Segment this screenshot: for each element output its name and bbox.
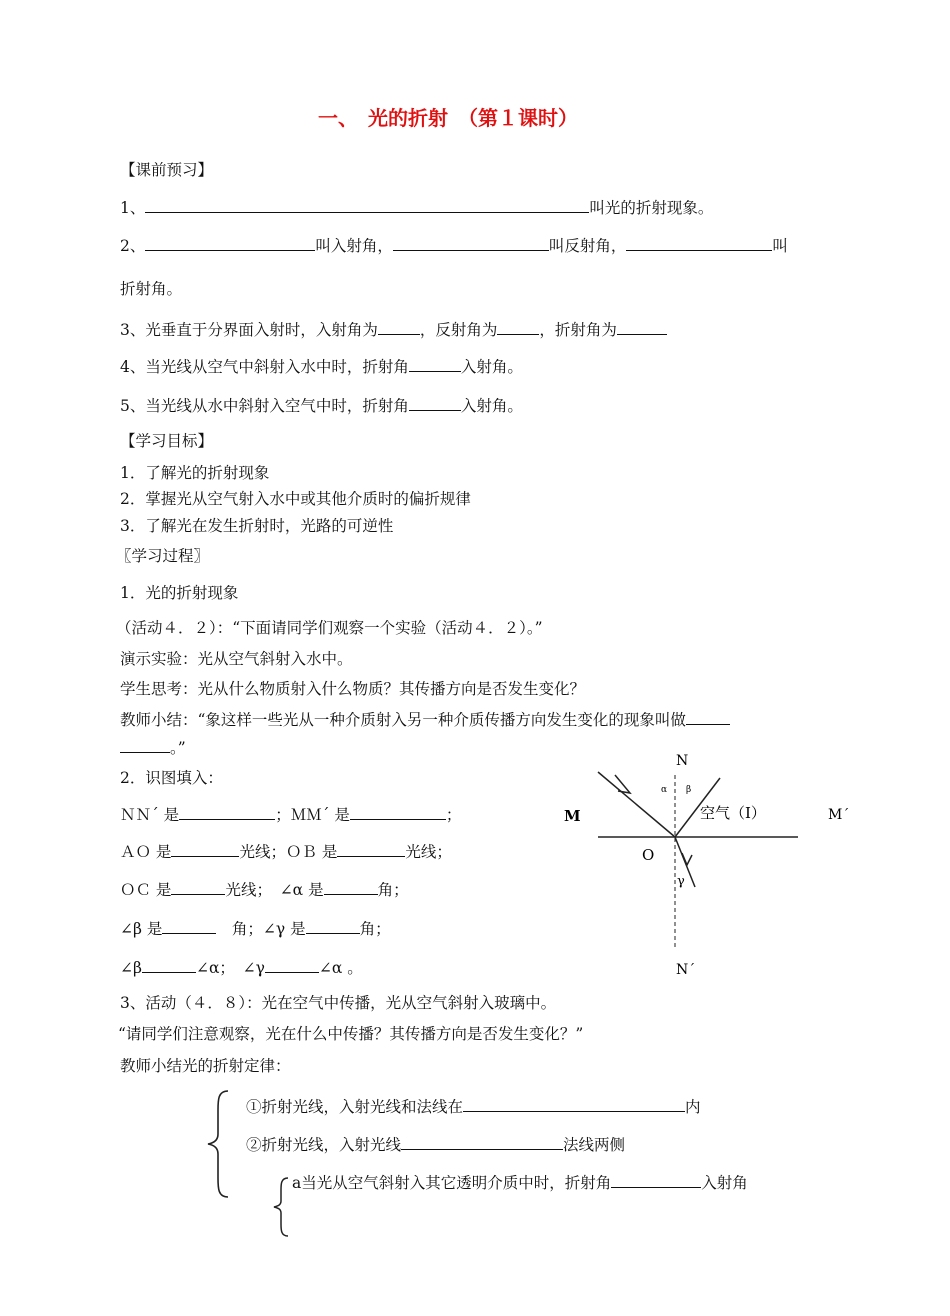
blank[interactable] <box>409 356 461 372</box>
label-n: N <box>676 753 689 769</box>
page-title: 一、 光的折射 （第１课时） <box>318 106 578 130</box>
blank[interactable] <box>265 957 319 973</box>
q1-suffix: 叫光的折射现象。 <box>589 199 714 217</box>
blank[interactable] <box>145 197 589 213</box>
blank[interactable] <box>306 918 360 934</box>
r5b: ∠α； ∠γ <box>195 959 265 977</box>
goal-item: 3．了解光在发生折射时，光路的可逆性 <box>120 517 394 535</box>
q4-p1: 4、当光线从空气中斜射入水中时，折射角 <box>120 358 409 376</box>
r4c: 角； <box>359 920 391 938</box>
incident-arrow-icon <box>615 775 630 793</box>
refraction-diagram <box>560 745 880 985</box>
law-3 <box>292 1172 748 1193</box>
blank[interactable] <box>409 395 461 411</box>
r4a: ∠β 是 <box>120 920 163 938</box>
r3c: 角； <box>377 881 409 899</box>
law3a: a当光从空气斜射入其它透明介质中时，折射角 <box>292 1174 612 1192</box>
law2b: 法线两侧 <box>563 1136 626 1154</box>
fill-row-5 <box>120 957 363 978</box>
q4-p2: 入射角。 <box>460 358 523 376</box>
goal-item: 2．掌握光从空气射入水中或其他介质时的偏折规律 <box>120 490 471 508</box>
r3a: ＯＣ 是 <box>120 881 172 899</box>
q2-a: 叫入射角， <box>315 237 393 255</box>
q2-b: 叫反射角， <box>548 237 627 255</box>
q5-p2: 入射角。 <box>460 397 523 415</box>
blank[interactable] <box>171 879 225 895</box>
blank[interactable] <box>324 879 378 895</box>
blank[interactable] <box>393 235 549 251</box>
law1a: ①折射光线，入射光线和法线在 <box>246 1098 464 1116</box>
r5a: ∠β <box>120 959 142 977</box>
blank[interactable] <box>463 1096 685 1112</box>
r4b: 角；∠γ 是 <box>216 920 306 938</box>
label-n-prime: N´ <box>676 962 696 978</box>
blank[interactable] <box>350 804 446 820</box>
question-4 <box>120 356 523 377</box>
q2-c: 叫 <box>772 237 788 255</box>
process-step-1: 1．光的折射现象 <box>120 584 239 602</box>
summary-end: 。” <box>170 739 186 757</box>
question-1 <box>120 197 713 218</box>
activity-line: （活动４．２）：“下面请同学们观察一个实验（活动４．２）。” <box>116 619 543 637</box>
blank[interactable] <box>142 957 196 973</box>
r1c: ； <box>445 806 462 824</box>
question-3 <box>120 319 667 340</box>
blank[interactable] <box>179 804 275 820</box>
r2c: 光线； <box>405 843 452 861</box>
section-heading-process: 〖学习过程〗 <box>116 547 210 565</box>
blank[interactable] <box>626 235 772 251</box>
law-heading: 教师小结光的折射定律： <box>120 1057 291 1075</box>
process-step-3: 3、活动（４．８）：光在空气中传播，光从空气斜射入玻璃中。 <box>120 994 557 1012</box>
label-o: O <box>642 846 655 864</box>
section-heading-goals: 【学习目标】 <box>120 432 214 450</box>
question-5 <box>120 395 523 416</box>
summary-text: 教师小结：“象这样一些光从一种介质射入另一种介质传播方向发生变化的现象叫做 <box>120 711 686 729</box>
brace-icon <box>204 1088 234 1200</box>
blank[interactable] <box>171 841 239 857</box>
question-2 <box>120 235 788 256</box>
section-heading-preview: 【课前预习】 <box>120 161 214 179</box>
blank[interactable] <box>337 841 405 857</box>
fill-row-4 <box>120 918 391 939</box>
r1b: ；ＭＭ´ 是 <box>275 806 350 824</box>
blank[interactable] <box>378 319 420 335</box>
goal-item: 1．了解光的折射现象 <box>120 464 270 482</box>
blank[interactable] <box>497 319 539 335</box>
fill-row-1 <box>120 804 461 825</box>
r5c: ∠α 。 <box>318 959 363 977</box>
q5-p1: 5、当光线从水中斜射入空气中时，折射角 <box>120 397 409 415</box>
think-line: 学生思考：光从什么物质射入什么物质？其传播方向是否发生变化？ <box>120 680 586 698</box>
blank[interactable] <box>120 737 170 753</box>
q1-prefix: 1、 <box>120 199 146 217</box>
law3b: 入射角 <box>701 1174 748 1192</box>
process-step-2: 2．识图填入： <box>120 769 223 787</box>
angle-beta-label: β <box>686 785 692 795</box>
q3-p1: 3、光垂直于分界面入射时，入射角为 <box>120 321 378 339</box>
q2-prefix: 2、 <box>120 237 146 255</box>
blank[interactable] <box>617 319 667 335</box>
r3b: 光线； ∠α 是 <box>225 881 324 899</box>
law-1 <box>246 1096 701 1117</box>
blank[interactable] <box>686 709 730 725</box>
label-gamma: γ <box>677 874 685 889</box>
ask-line: “请同学们注意观察，光在什么中传播？其传播方向是否发生变化？” <box>118 1025 584 1043</box>
law1b: 内 <box>685 1098 701 1116</box>
blank[interactable] <box>145 235 315 251</box>
label-air: 空气（Ⅰ） <box>700 804 766 822</box>
summary-line <box>120 709 730 730</box>
label-m: M <box>564 807 581 825</box>
r1a: ＮＮ´ 是 <box>120 806 180 824</box>
summary-line-end <box>120 737 186 758</box>
blank[interactable] <box>401 1134 563 1150</box>
r2b: 光线；ＯＢ 是 <box>239 843 338 861</box>
q3-p3: ，折射角为 <box>539 321 617 339</box>
fill-row-3 <box>120 879 409 900</box>
law-2 <box>246 1134 625 1155</box>
q3-p2: ，反射角为 <box>419 321 498 339</box>
fill-row-2 <box>120 841 452 862</box>
incident-ray <box>598 772 675 837</box>
label-m-prime: M´ <box>828 807 850 823</box>
law2a: ②折射光线，入射光线 <box>246 1136 402 1154</box>
small-brace-icon <box>270 1176 292 1238</box>
r2a: ＡＯ 是 <box>120 843 172 861</box>
angle-alpha-label: α <box>661 785 668 795</box>
blank[interactable] <box>611 1172 701 1188</box>
blank[interactable] <box>162 918 216 934</box>
demo-line: 演示实验：光从空气斜射入水中。 <box>120 650 353 668</box>
q2-tail: 折射角。 <box>120 280 183 298</box>
